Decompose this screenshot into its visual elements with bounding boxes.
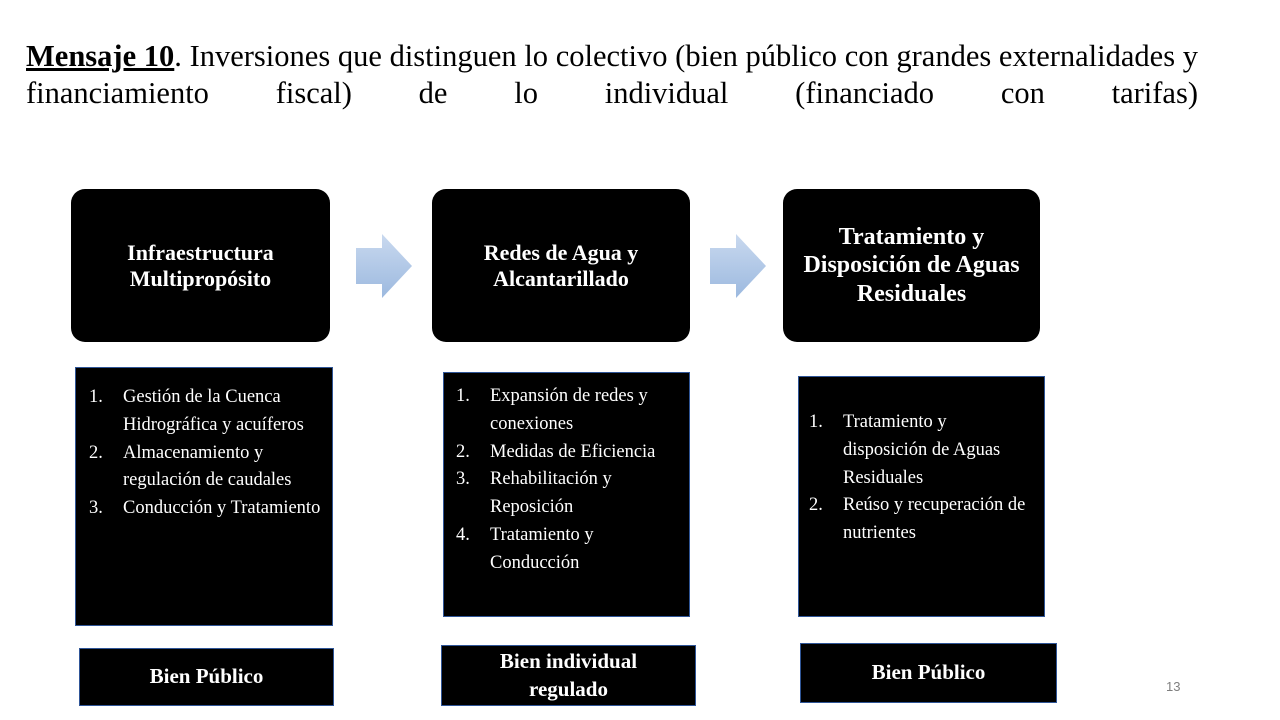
list-item-number: 4. [456, 524, 470, 545]
list-item [456, 383, 681, 439]
list-item-text: Medidas de Eficiencia [490, 441, 656, 462]
list-item-number: 3. [89, 498, 103, 518]
list-item [809, 492, 1034, 548]
list-box-infraestructura [75, 367, 333, 626]
list-item-number: 2. [456, 441, 470, 462]
list-item-text: Tratamiento y disposición de Aguas Residuales [843, 412, 1001, 488]
list-item [456, 466, 681, 522]
slide-title-text: . Inversiones que distinguen lo colectivo (bien público con grandes externalidades y financiamiento fiscal) de lo individual (financiado con tarifas) [26, 39, 1198, 110]
arrow-right-icon [710, 234, 766, 298]
stage-label: Infraestructura Multipropósito [127, 239, 274, 291]
tag-bien-publico [79, 648, 334, 706]
slide-title-lead: Mensaje 10 [26, 39, 175, 73]
stage-box-infraestructura [71, 189, 330, 342]
numbered-list [809, 409, 1034, 548]
list-item [89, 495, 324, 523]
list-item-text: Almacenamiento y regulación de caudales [123, 442, 292, 491]
list-item-number: 3. [456, 469, 470, 490]
page-number: 13 [1166, 679, 1181, 694]
stage-box-tratamiento [783, 189, 1040, 342]
tag-label: Bien individual regulado [499, 649, 638, 701]
list-item-number: 2. [89, 442, 103, 463]
list-item [456, 522, 681, 578]
list-item [456, 439, 681, 467]
tag-label: Bien Público [871, 660, 986, 685]
stage-box-redes [432, 189, 690, 342]
list-item-text: Tratamiento y Conducción [490, 524, 594, 573]
list-item-text: Conducción y Tratamiento [123, 498, 321, 518]
tag-label: Bien Público [149, 664, 264, 689]
list-item-number: 1. [809, 412, 823, 432]
slide-title [26, 38, 1198, 111]
list-item [89, 384, 324, 440]
list-item-text: Reúso y recuperación de nutrientes [843, 495, 1026, 543]
numbered-list [89, 384, 324, 523]
numbered-list [456, 383, 681, 577]
tag-bien-publico [800, 643, 1057, 703]
list-box-tratamiento [798, 376, 1045, 617]
list-item-number: 1. [89, 387, 103, 407]
list-item-text: Expansión de redes y conexiones [490, 386, 648, 434]
stage-label: Tratamiento y Disposición de Aguas Residuales [803, 224, 1020, 307]
list-item-number: 2. [809, 495, 823, 516]
list-item [89, 440, 324, 496]
list-item [809, 409, 1034, 492]
arrow-right-icon [356, 234, 412, 298]
list-item-text: Rehabilitación y Reposición [490, 469, 612, 517]
list-item-text: Gestión de la Cuenca Hidrográfica y acuíferos [123, 387, 304, 435]
list-item-number: 1. [456, 386, 470, 406]
stage-label: Redes de Agua y Alcantarillado [483, 239, 639, 291]
tag-bien-individual-regulado [441, 645, 696, 706]
list-box-redes [443, 372, 690, 617]
